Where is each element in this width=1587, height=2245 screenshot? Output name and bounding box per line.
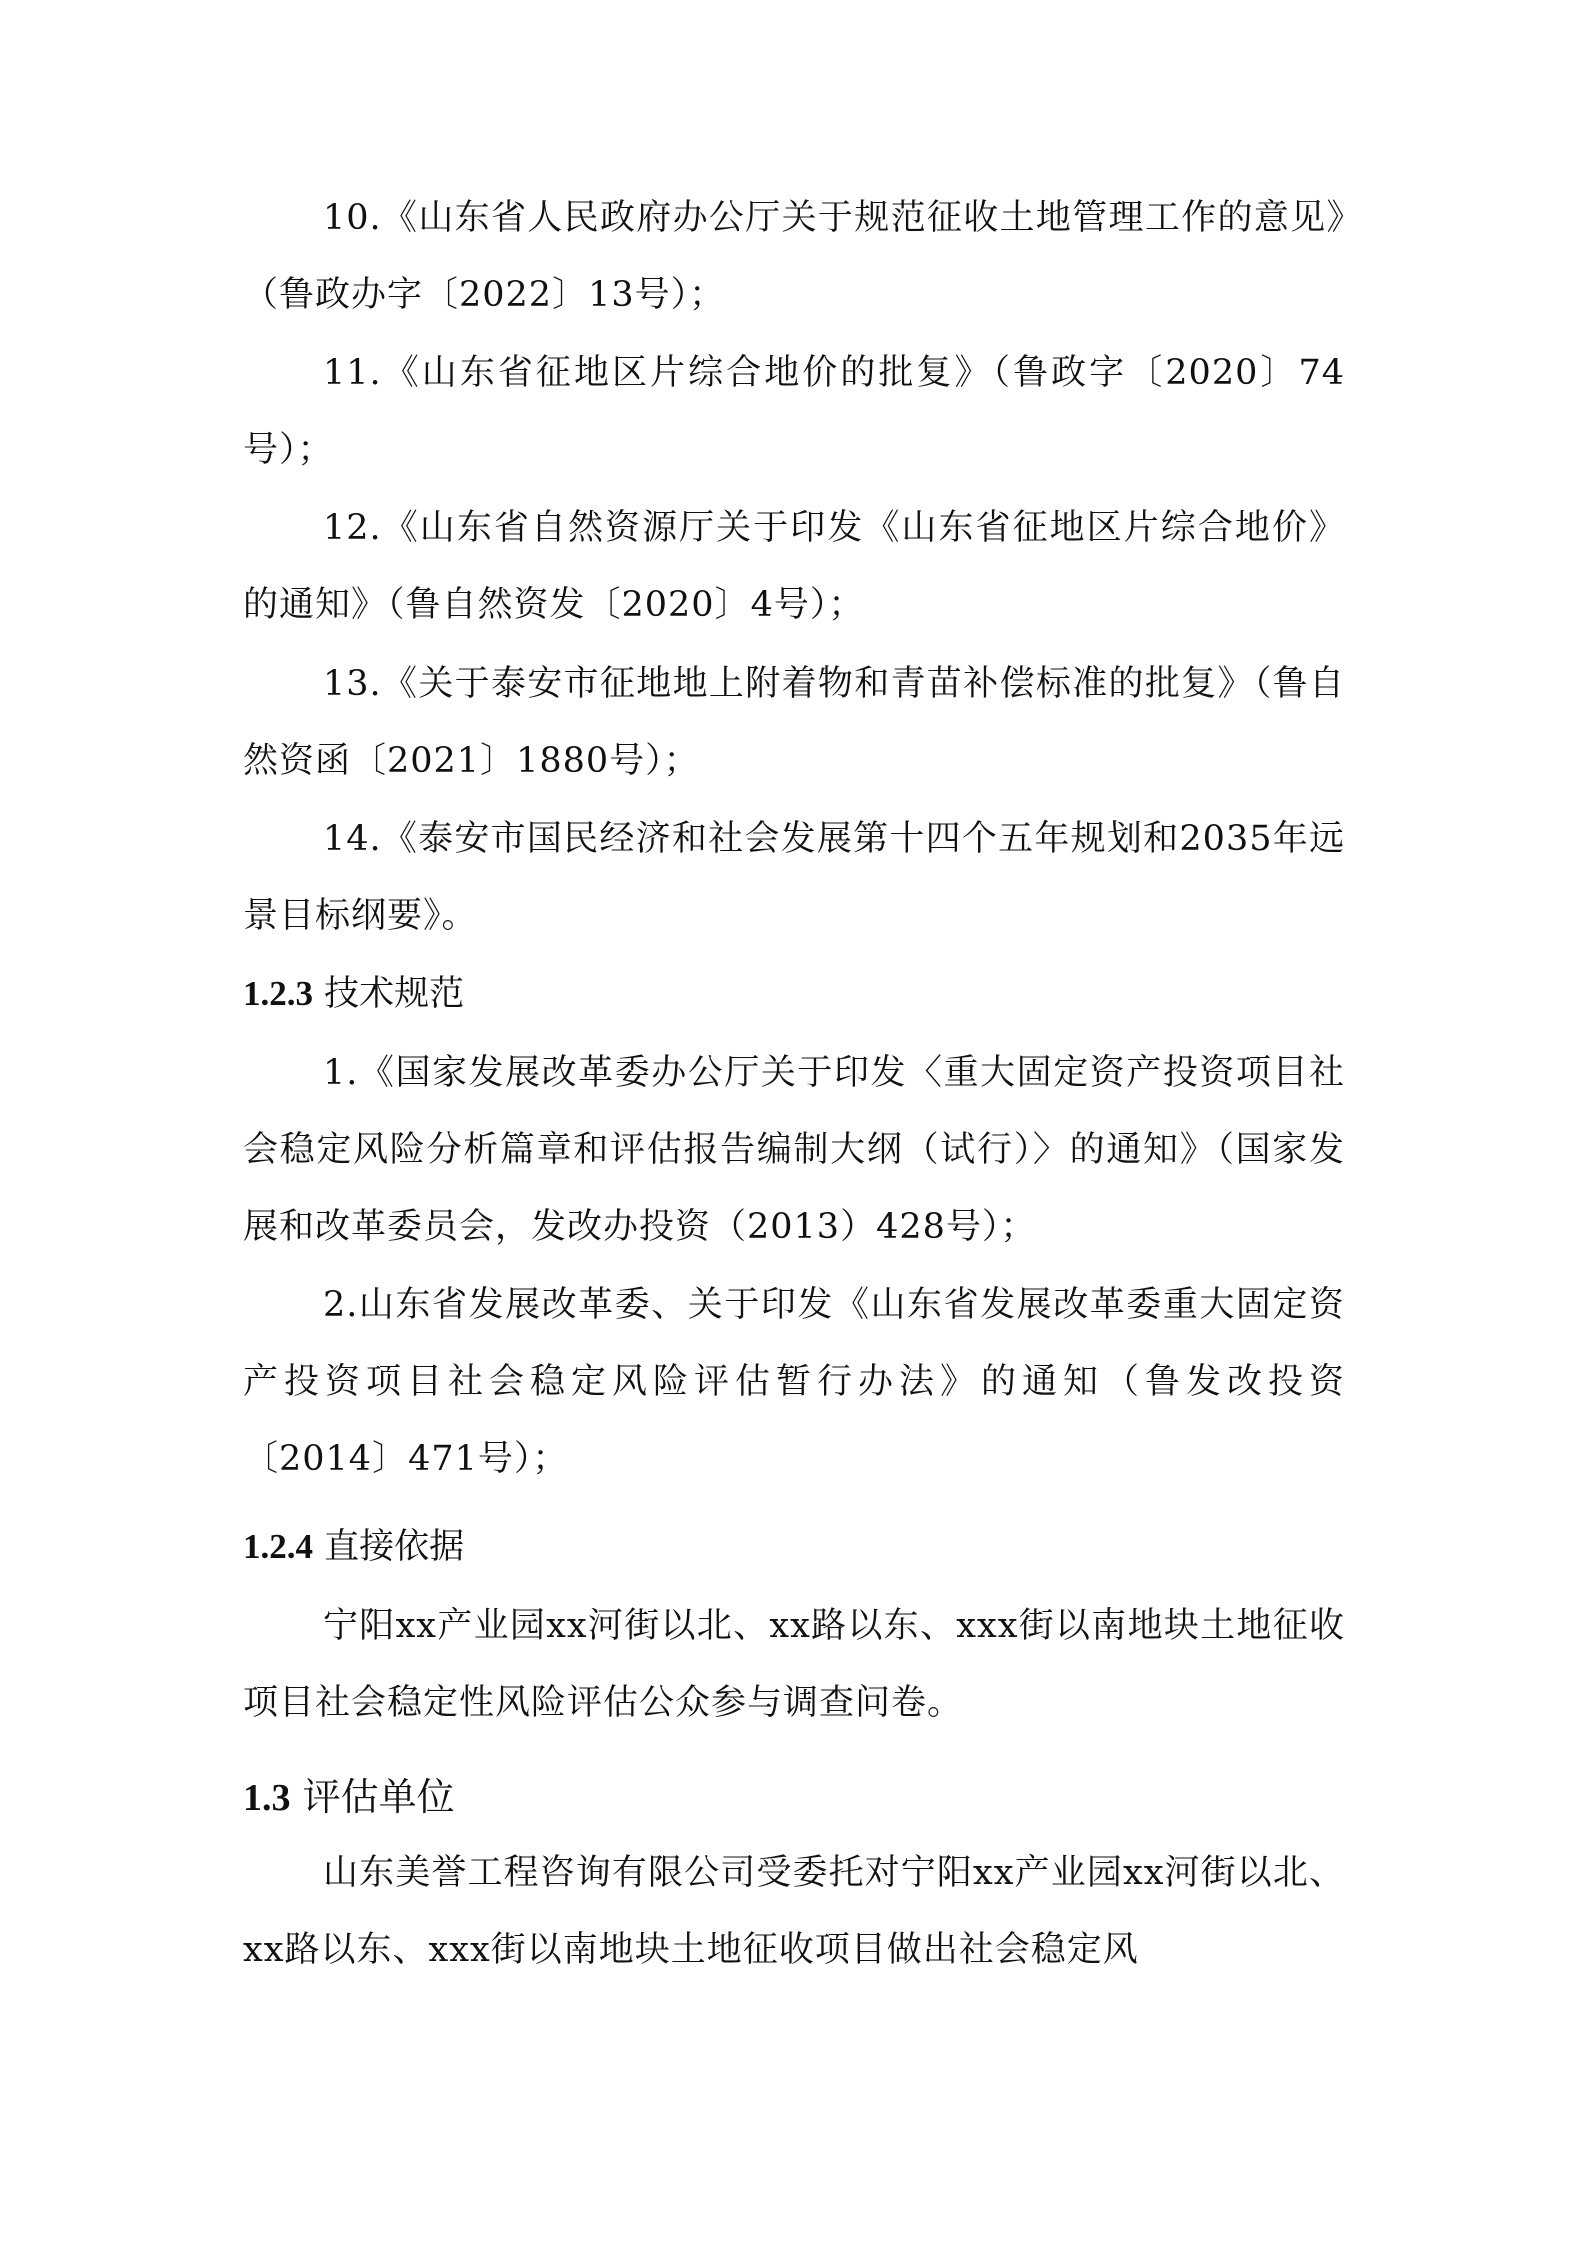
section-title: 评估单位 xyxy=(302,1775,455,1819)
regulation-item-13: 13.《关于泰安市征地地上附着物和青苗补偿标准的批复》（鲁自然资函〔2021〕1880号）； xyxy=(243,664,1345,781)
regulation-item-10: 10.《山东省人民政府办公厅关于规范征收土地管理工作的意见》（鲁政办字〔2022〕13号）； xyxy=(243,198,1345,315)
section-number: 1.3 xyxy=(243,1777,291,1819)
technical-spec-item-1: 1.《国家发展改革委办公厅关于印发〈重大固定资产投资项目社会稳定风险分析篇章和评估报告编制大纲（试行）〉的通知》（国家发展和改革委员会，发改办投资（2013）428号）； xyxy=(243,1053,1345,1247)
regulation-item-11: 11.《山东省征地区片综合地价的批复》（鲁政字〔2020〕74号）； xyxy=(243,353,1345,470)
section-number: 1.2.4 xyxy=(243,1527,313,1566)
section-title: 技术规范 xyxy=(324,974,465,1014)
direct-basis-text: 宁阳xx产业园xx河街以北、xx路以东、xxx街以南地块土地征收项目社会稳定性风险评估公众参与调查问卷。 xyxy=(243,1606,1345,1723)
section-number: 1.2.3 xyxy=(243,974,313,1013)
section-heading-1-3 xyxy=(243,1773,455,1822)
regulation-item-12: 12.《山东省自然资源厅关于印发《山东省征地区片综合地价》的通知》（鲁自然资发〔2020〕4号）； xyxy=(243,508,1345,625)
assessment-unit-text: 山东美誉工程咨询有限公司受委托对宁阳xx产业园xx河街以北、xx路以东、xxx街以南地块土地征收项目做出社会稳定风 xyxy=(243,1853,1345,1970)
section-title: 直接依据 xyxy=(324,1527,465,1567)
regulation-item-14: 14.《泰安市国民经济和社会发展第十四个五年规划和2035年远景目标纲要》。 xyxy=(243,819,1345,936)
section-heading-1-2-4 xyxy=(243,1523,464,1571)
technical-spec-item-2: 2.山东省发展改革委、关于印发《山东省发展改革委重大固定资产投资项目社会稳定风险评估暂行办法》的通知（鲁发改投资〔2014〕471号）； xyxy=(243,1285,1345,1479)
section-heading-1-2-3 xyxy=(243,970,464,1018)
